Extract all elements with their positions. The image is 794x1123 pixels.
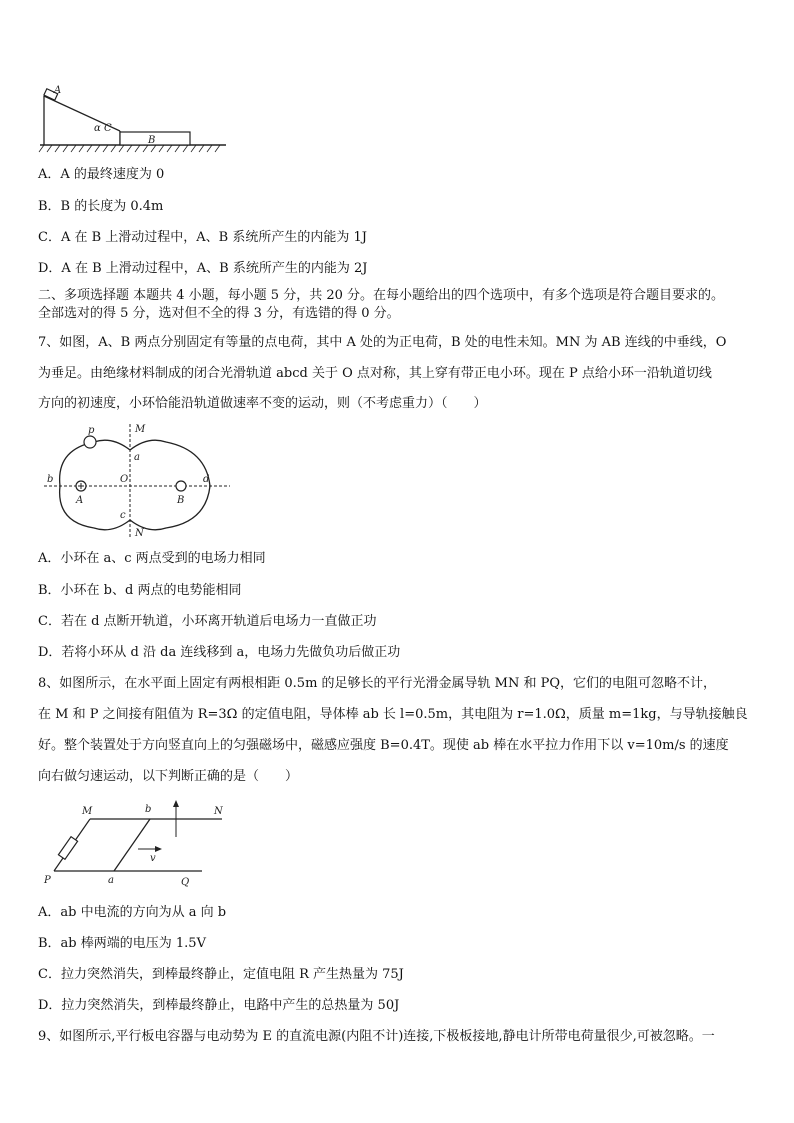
q8-fig-label-b: b	[145, 804, 152, 815]
section-heading-line1: 二、多项选择题 本题共 4 小题，每小题 5 分，共 20 分。在每小题给出的四个选项中，有多个选项是符合题目要求的。	[38, 288, 725, 303]
q8-fig-label-N: N	[214, 806, 223, 817]
q7-fig-label-b: b	[47, 474, 54, 485]
q8-stem-line3: 好。整个装置处于方向竖直向上的匀强磁场中，磁感应强度 B=0.4T。现使 ab 棒在水平拉力作用下以 v=10m/s 的速度	[38, 738, 729, 753]
q7-stem-line3: 方向的初速度，小环恰能沿轨道做速率不变的运动，则（不考虑重力）（ ）	[38, 396, 487, 411]
q8-figure	[42, 797, 232, 891]
q7-stem-line1: 7、如图，A、B 两点分别固定有等量的点电荷，其中 A 处的为正电荷，B 处的电性未知。MN 为 AB 连线的中垂线，O	[38, 335, 727, 350]
q7-option-b: B．小环在 b、d 两点的电势能相同	[38, 583, 242, 598]
q8-fig-label-v: v	[150, 853, 156, 864]
q8-fig-label-a: a	[108, 875, 114, 886]
q7-option-c: C．若在 d 点断开轨道，小环离开轨道后电场力一直做正功	[38, 614, 377, 629]
q6-option-d: D．A 在 B 上滑动过程中，A、B 系统所产生的内能为 2J	[38, 261, 368, 276]
q7-fig-label-d: d	[203, 474, 210, 485]
q8-stem-line2: 在 M 和 P 之间接有阻值为 R=3Ω 的定值电阻，导体棒 ab 长 l=0.5m，其电阻为 r=1.0Ω，质量 m=1kg，与导轨接触良	[38, 707, 748, 722]
q7-fig-label-A: A	[76, 495, 84, 506]
q7-fig-label-a: a	[134, 452, 140, 463]
q7-fig-label-M: M	[135, 424, 146, 435]
q6-option-c: C．A 在 B 上滑动过程中，A、B 系统所产生的内能为 1J	[38, 230, 367, 245]
q6-fig-label-B: B	[148, 135, 156, 146]
q8-option-b: B．ab 棒两端的电压为 1.5V	[38, 936, 206, 951]
q9-stem-line1: 9、如图所示,平行板电容器与电动势为 E 的直流电源(内阻不计)连接,下极板接地,静电计所带电荷量很少,可被忽略。一	[38, 1029, 715, 1044]
q8-fig-label-M: M	[82, 806, 93, 817]
q7-stem-line2: 为垂足。由绝缘材料制成的闭合光滑轨道 abcd 关于 O 点对称，其上穿有带正电小环。现在 P 点给小环一沿轨道切线	[38, 366, 712, 381]
q7-fig-label-O: O	[120, 474, 129, 485]
q8-stem-line4: 向右做匀速运动，以下判断正确的是（ ）	[38, 769, 299, 784]
q7-fig-label-p: p	[88, 425, 95, 436]
q6-fig-label-alpha: α	[94, 123, 101, 134]
q7-option-a: A．小环在 a、c 两点受到的电场力相同	[38, 551, 266, 566]
q8-stem-line1: 8、如图所示，在水平面上固定有两根相距 0.5m 的足够长的平行光滑金属导轨 MN 和 PQ，它们的电阻可忽略不计，	[38, 676, 717, 691]
q6-option-b: B．B 的长度为 0.4m	[38, 199, 164, 214]
q6-option-a: A．A 的最终速度为 0	[38, 167, 165, 182]
q8-option-c: C．拉力突然消失，到棒最终静止，定值电阻 R 产生热量为 75J	[38, 967, 404, 982]
q7-option-d: D．若将小环从 d 沿 da 连线移到 a，电场力先做负功后做正功	[38, 645, 401, 660]
q8-fig-label-P: P	[44, 875, 51, 886]
q6-figure	[38, 82, 228, 154]
q6-fig-label-C: C	[104, 123, 112, 134]
q7-fig-label-N: N	[135, 528, 144, 539]
q6-fig-label-A: A	[54, 85, 62, 96]
q7-fig-label-c: c	[120, 510, 126, 521]
q7-fig-label-B: B	[177, 495, 185, 506]
section-heading-line2: 全部选对的得 5 分，选对但不全的得 3 分，有选错的得 0 分。	[38, 306, 400, 321]
q8-fig-label-Q: Q	[181, 877, 190, 888]
q8-option-d: D．拉力突然消失，到棒最终静止，电路中产生的总热量为 50J	[38, 998, 400, 1013]
q8-option-a: A．ab 中电流的方向为从 a 向 b	[38, 905, 227, 920]
q7-figure	[42, 422, 232, 540]
